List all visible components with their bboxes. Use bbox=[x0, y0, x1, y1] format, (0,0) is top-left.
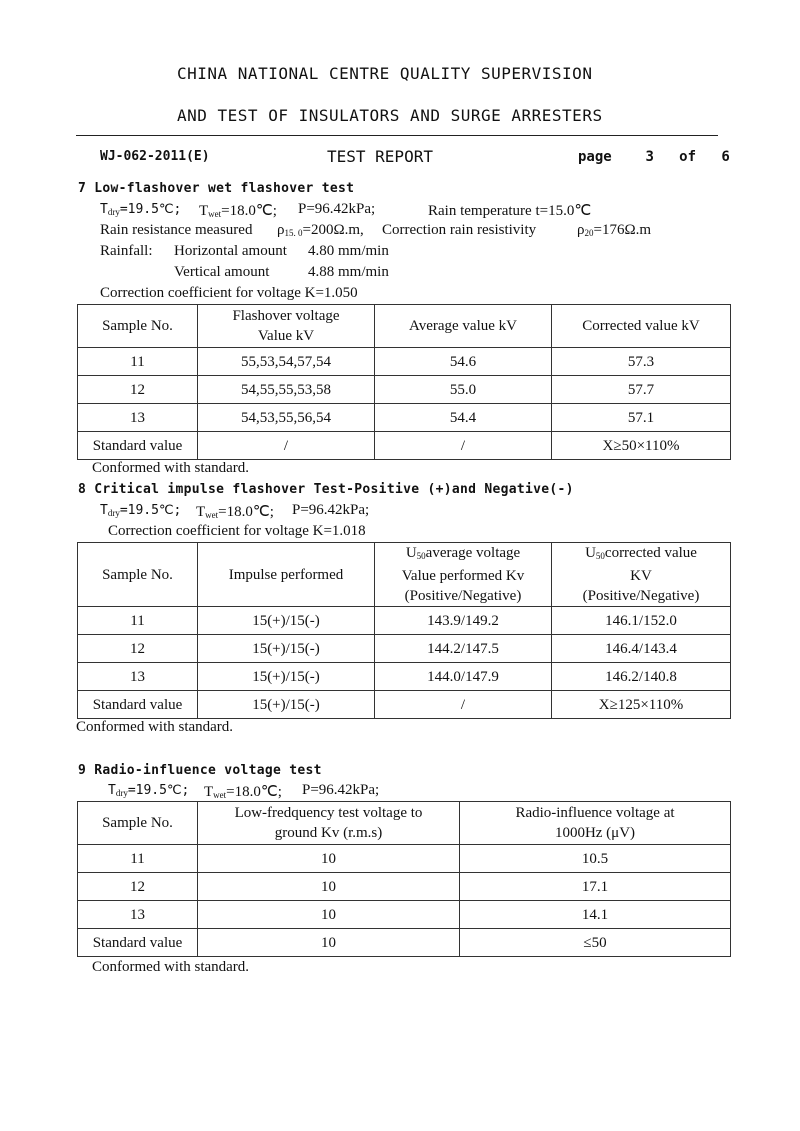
col-header-u50-corrected bbox=[552, 543, 731, 607]
cell-impulse: 15(+)/15(-) bbox=[198, 691, 375, 719]
cell-average: / bbox=[375, 432, 552, 460]
section-8-heading: 8 Critical impulse flashover Test-Positive (+)and Negative(-) bbox=[78, 482, 574, 497]
page-indicator bbox=[578, 149, 730, 165]
cell-sample: 13 bbox=[78, 901, 198, 929]
cell-u50-corrected: 146.2/140.8 bbox=[552, 663, 731, 691]
cell-flashover: 55,53,54,57,54 bbox=[198, 348, 375, 376]
t-wet-value: =18.0℃; bbox=[218, 504, 274, 520]
cell-impulse: 15(+)/15(-) bbox=[198, 663, 375, 691]
cell-u50-corrected: X≥125×110% bbox=[552, 691, 731, 719]
col-header-radio-influence-line2: 1000Hz (μV) bbox=[554, 825, 636, 841]
u50-average-label: average voltage bbox=[425, 545, 521, 561]
cell-sample: 13 bbox=[78, 663, 198, 691]
cell-u50-average: / bbox=[375, 691, 552, 719]
table-row bbox=[78, 901, 731, 929]
header-title-line1: CHINA NATIONAL CENTRE QUALITY SUPERVISION bbox=[177, 64, 593, 83]
col-header-flashover bbox=[198, 305, 375, 348]
rho-corrected-value: =176Ω.m bbox=[593, 222, 652, 238]
table-row-standard bbox=[78, 691, 731, 719]
cell-flashover: / bbox=[198, 432, 375, 460]
t-wet-prefix: T bbox=[196, 504, 206, 520]
t-dry-prefix: T bbox=[108, 783, 116, 798]
t-wet-sub: wet bbox=[213, 790, 227, 800]
cell-sample: 11 bbox=[78, 348, 198, 376]
t-wet-value: =18.0℃; bbox=[221, 203, 277, 219]
cell-test-voltage: 10 bbox=[198, 929, 460, 957]
table-row bbox=[78, 663, 731, 691]
u-subscript: 50 bbox=[416, 551, 426, 561]
section-9-t-dry bbox=[108, 782, 189, 799]
section-7-table bbox=[77, 304, 731, 460]
cell-corrected: 57.3 bbox=[552, 348, 731, 376]
table-row bbox=[78, 404, 731, 432]
cell-impulse: 15(+)/15(-) bbox=[198, 635, 375, 663]
cell-riv: 10.5 bbox=[460, 845, 731, 873]
col-header-sample: Sample No. bbox=[78, 802, 198, 845]
cell-corrected: 57.7 bbox=[552, 376, 731, 404]
rain-resistance-label: Rain resistance measured bbox=[100, 222, 253, 238]
col-header-average: Average value kV bbox=[375, 305, 552, 348]
col-header-low-frequency-line1: Low-fredquency test voltage to bbox=[234, 805, 423, 821]
t-wet-prefix: T bbox=[204, 784, 214, 800]
vertical-amount-value: 4.88 mm/min bbox=[308, 264, 389, 280]
col-header-flashover-line1: Flashover voltage bbox=[232, 308, 340, 324]
horizontal-amount-value: 4.80 mm/min bbox=[308, 243, 389, 259]
cell-sample: 12 bbox=[78, 873, 198, 901]
rho-measured: ρ bbox=[277, 222, 285, 238]
cell-sample: 12 bbox=[78, 376, 198, 404]
cell-test-voltage: 10 bbox=[198, 873, 460, 901]
cell-u50-average: 143.9/149.2 bbox=[375, 607, 552, 635]
section-7-rain-temperature: Rain temperature t=15.0℃ bbox=[428, 203, 592, 219]
col-header-u50-corrected-line3: (Positive/Negative) bbox=[582, 588, 700, 604]
table-row bbox=[78, 607, 731, 635]
section-8-t-wet bbox=[196, 502, 274, 521]
cell-corrected: 57.1 bbox=[552, 404, 731, 432]
t-dry-sub: dry bbox=[107, 207, 120, 217]
u-symbol: U bbox=[585, 545, 596, 561]
cell-average: 55.0 bbox=[375, 376, 552, 404]
cell-sample: Standard value bbox=[78, 691, 198, 719]
table-header-row bbox=[78, 543, 731, 607]
cell-riv: ≤50 bbox=[460, 929, 731, 957]
table-row bbox=[78, 845, 731, 873]
vertical-amount-label: Vertical amount bbox=[174, 264, 270, 280]
cell-u50-average: 144.2/147.5 bbox=[375, 635, 552, 663]
cell-average: 54.6 bbox=[375, 348, 552, 376]
col-header-sample: Sample No. bbox=[78, 543, 198, 607]
cell-test-voltage: 10 bbox=[198, 845, 460, 873]
table-header-row bbox=[78, 305, 731, 348]
table-row bbox=[78, 873, 731, 901]
section-7-heading: 7 Low-flashover wet flashover test bbox=[78, 181, 355, 196]
section-9-conclusion: Conformed with standard. bbox=[92, 959, 250, 975]
table-header-row bbox=[78, 802, 731, 845]
table-row bbox=[78, 635, 731, 663]
cell-sample: Standard value bbox=[78, 432, 198, 460]
cell-sample: 13 bbox=[78, 404, 198, 432]
section-7-t-wet bbox=[199, 201, 277, 220]
cell-riv: 14.1 bbox=[460, 901, 731, 929]
section-8-t-dry bbox=[100, 502, 181, 519]
rho-measured-value: =200Ω.m, bbox=[302, 222, 364, 238]
rho-corrected-sub: 20 bbox=[584, 228, 594, 238]
rho-measured-sub: 15. 0 bbox=[284, 228, 303, 238]
cell-flashover: 54,55,55,53,58 bbox=[198, 376, 375, 404]
col-header-u50-corrected-line1 bbox=[554, 543, 728, 566]
t-wet-sub: wet bbox=[208, 209, 222, 219]
rainfall-label: Rainfall: bbox=[100, 243, 153, 259]
section-9-t-wet bbox=[204, 782, 282, 801]
cell-average: 54.4 bbox=[375, 404, 552, 432]
header-divider bbox=[76, 135, 718, 136]
t-dry-prefix: T bbox=[100, 202, 108, 217]
col-header-u50-corrected-line2: KV bbox=[630, 568, 652, 584]
table-row-standard bbox=[78, 929, 731, 957]
page-total: 6 bbox=[721, 149, 730, 165]
cell-u50-corrected: 146.1/152.0 bbox=[552, 607, 731, 635]
u50-corrected-label: corrected value bbox=[604, 545, 697, 561]
col-header-low-frequency-voltage bbox=[198, 802, 460, 845]
table-row bbox=[78, 348, 731, 376]
t-dry-value: =19.5℃; bbox=[119, 202, 182, 217]
col-header-u50-average-line2: Value performed Kv bbox=[401, 568, 525, 584]
report-title: TEST REPORT bbox=[327, 147, 433, 166]
cell-sample: 12 bbox=[78, 635, 198, 663]
t-wet-prefix: T bbox=[199, 203, 209, 219]
t-wet-value: =18.0℃; bbox=[226, 784, 282, 800]
section-7-correction-coefficient: Correction coefficient for voltage K=1.050 bbox=[100, 285, 358, 301]
cell-sample: 11 bbox=[78, 607, 198, 635]
t-wet-sub: wet bbox=[205, 510, 219, 520]
cell-impulse: 15(+)/15(-) bbox=[198, 607, 375, 635]
col-header-radio-influence bbox=[460, 802, 731, 845]
cell-sample: 11 bbox=[78, 845, 198, 873]
section-7-conditions bbox=[100, 201, 181, 218]
document-number: WJ-062-2011(E) bbox=[100, 149, 210, 164]
col-header-low-frequency-line2: ground Kv (r.m.s) bbox=[274, 825, 383, 841]
section-7-conclusion: Conformed with standard. bbox=[92, 460, 250, 476]
section-9-table bbox=[77, 801, 731, 957]
t-dry-sub: dry bbox=[115, 788, 128, 798]
page-of: of bbox=[679, 149, 697, 165]
horizontal-amount-label: Horizontal amount bbox=[174, 243, 287, 259]
cell-corrected: X≥50×110% bbox=[552, 432, 731, 460]
correction-rain-resistivity-label: Correction rain resistivity bbox=[382, 222, 537, 238]
header-title-line2: AND TEST OF INSULATORS AND SURGE ARRESTERS bbox=[177, 106, 603, 125]
t-dry-sub: dry bbox=[107, 508, 120, 518]
col-header-flashover-line2: Value kV bbox=[257, 328, 315, 344]
col-header-u50-average-line3: (Positive/Negative) bbox=[404, 588, 522, 604]
section-9-heading: 9 Radio-influence voltage test bbox=[78, 763, 322, 778]
table-row bbox=[78, 376, 731, 404]
col-header-impulse: Impulse performed bbox=[198, 543, 375, 607]
col-header-corrected: Corrected value kV bbox=[552, 305, 731, 348]
col-header-u50-average bbox=[375, 543, 552, 607]
section-8-conclusion: Conformed with standard. bbox=[76, 719, 234, 735]
t-dry-value: =19.5℃; bbox=[127, 783, 190, 798]
section-8-table bbox=[77, 542, 731, 719]
t-dry-value: =19.5℃; bbox=[119, 503, 182, 518]
cell-u50-corrected: 146.4/143.4 bbox=[552, 635, 731, 663]
section-9-pressure: P=96.42kPa; bbox=[302, 782, 380, 798]
col-header-u50-average-line1 bbox=[377, 543, 549, 566]
page-current: 3 bbox=[645, 149, 654, 165]
section-7-pressure: P=96.42kPa; bbox=[298, 201, 376, 217]
section-8-correction-coefficient: Correction coefficient for voltage K=1.018 bbox=[108, 523, 366, 539]
rain-resistance-value bbox=[277, 222, 364, 239]
u-subscript: 50 bbox=[595, 551, 605, 561]
table-row-standard bbox=[78, 432, 731, 460]
cell-flashover: 54,53,55,56,54 bbox=[198, 404, 375, 432]
t-dry-prefix: T bbox=[100, 503, 108, 518]
col-header-sample: Sample No. bbox=[78, 305, 198, 348]
cell-sample: Standard value bbox=[78, 929, 198, 957]
page-label: page bbox=[578, 149, 612, 165]
correction-rain-resistivity-value bbox=[577, 222, 651, 239]
u-symbol: U bbox=[405, 545, 417, 561]
cell-test-voltage: 10 bbox=[198, 901, 460, 929]
rho-corrected: ρ bbox=[577, 222, 585, 238]
section-8-pressure: P=96.42kPa; bbox=[292, 502, 370, 518]
col-header-radio-influence-line1: Radio-influence voltage at bbox=[515, 805, 675, 821]
cell-riv: 17.1 bbox=[460, 873, 731, 901]
cell-u50-average: 144.0/147.9 bbox=[375, 663, 552, 691]
